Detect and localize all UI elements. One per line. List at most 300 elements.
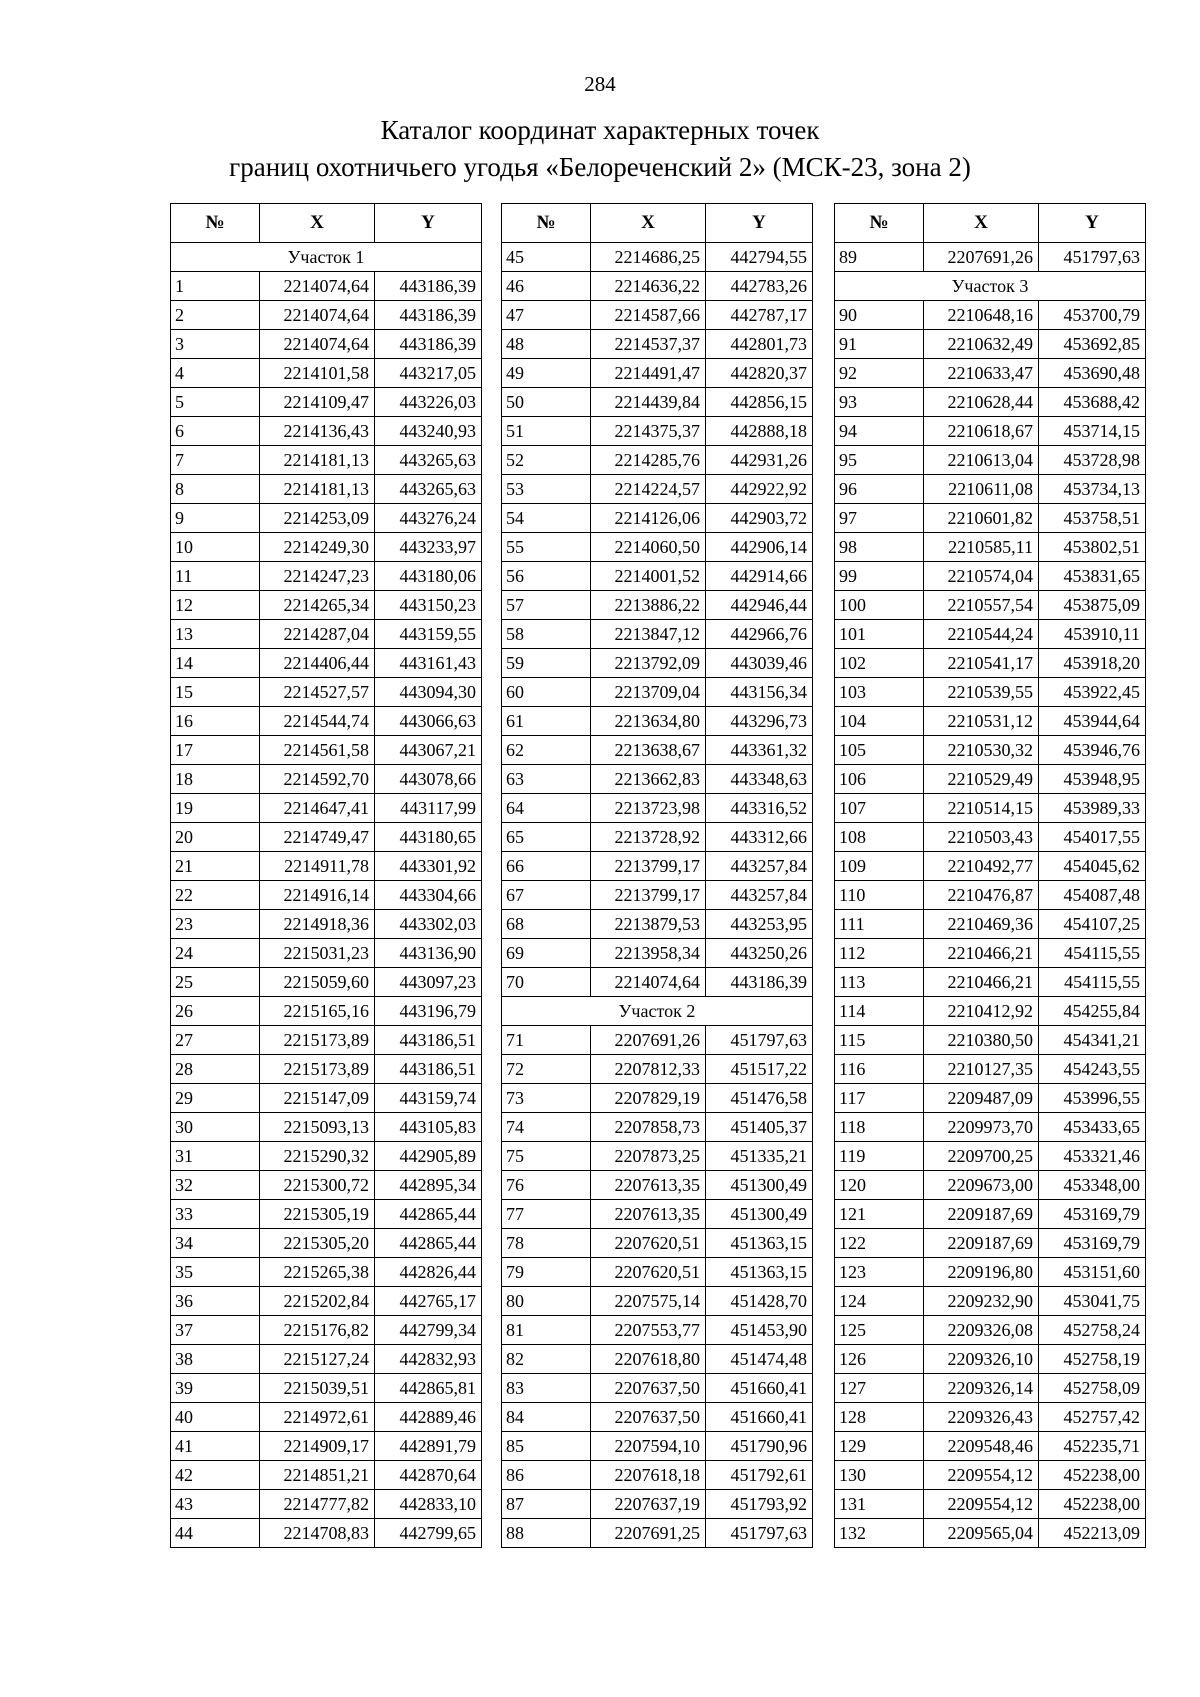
point-number-cell: 2 bbox=[171, 301, 260, 330]
y-coordinate-cell: 453989,33 bbox=[1039, 794, 1146, 823]
point-number-cell: 56 bbox=[502, 562, 591, 591]
y-coordinate-cell: 443150,23 bbox=[375, 591, 482, 620]
table-row bbox=[835, 1258, 1146, 1287]
point-number-cell: 81 bbox=[502, 1316, 591, 1345]
y-coordinate-cell: 442888,18 bbox=[706, 417, 813, 446]
point-number-cell: 83 bbox=[502, 1374, 591, 1403]
y-coordinate-cell: 453946,76 bbox=[1039, 736, 1146, 765]
point-number-cell: 11 bbox=[171, 562, 260, 591]
table-row bbox=[502, 1490, 813, 1519]
x-coordinate-cell: 2215059,60 bbox=[260, 968, 375, 997]
x-coordinate-cell: 2215265,38 bbox=[260, 1258, 375, 1287]
x-coordinate-cell: 2213799,17 bbox=[591, 881, 706, 910]
point-number-cell: 58 bbox=[502, 620, 591, 649]
point-number-cell: 72 bbox=[502, 1055, 591, 1084]
x-coordinate-cell: 2214587,66 bbox=[591, 301, 706, 330]
y-coordinate-cell: 442865,44 bbox=[375, 1229, 482, 1258]
y-coordinate-cell: 453700,79 bbox=[1039, 301, 1146, 330]
y-coordinate-cell: 442905,89 bbox=[375, 1142, 482, 1171]
point-number-cell: 59 bbox=[502, 649, 591, 678]
x-coordinate-cell: 2209187,69 bbox=[924, 1200, 1039, 1229]
x-coordinate-cell: 2214918,36 bbox=[260, 910, 375, 939]
y-coordinate-cell: 443156,34 bbox=[706, 678, 813, 707]
table-row bbox=[835, 1287, 1146, 1316]
x-coordinate-cell: 2210632,49 bbox=[924, 330, 1039, 359]
y-coordinate-cell: 443117,99 bbox=[375, 794, 482, 823]
header-number: № bbox=[502, 204, 591, 243]
point-number-cell: 130 bbox=[835, 1461, 924, 1490]
y-coordinate-cell: 443039,46 bbox=[706, 649, 813, 678]
y-coordinate-cell: 453041,75 bbox=[1039, 1287, 1146, 1316]
y-coordinate-cell: 443265,63 bbox=[375, 475, 482, 504]
y-coordinate-cell: 443233,97 bbox=[375, 533, 482, 562]
point-number-cell: 131 bbox=[835, 1490, 924, 1519]
table-row bbox=[502, 1519, 813, 1548]
x-coordinate-cell: 2214001,52 bbox=[591, 562, 706, 591]
table-row bbox=[502, 1055, 813, 1084]
y-coordinate-cell: 451300,49 bbox=[706, 1171, 813, 1200]
table-row bbox=[835, 1142, 1146, 1171]
point-number-cell: 94 bbox=[835, 417, 924, 446]
table-row bbox=[835, 910, 1146, 939]
y-coordinate-cell: 442922,92 bbox=[706, 475, 813, 504]
y-coordinate-cell: 443186,39 bbox=[375, 272, 482, 301]
point-number-cell: 35 bbox=[171, 1258, 260, 1287]
table-row bbox=[171, 1374, 482, 1403]
point-number-cell: 25 bbox=[171, 968, 260, 997]
y-coordinate-cell: 443240,93 bbox=[375, 417, 482, 446]
table-row bbox=[502, 707, 813, 736]
y-coordinate-cell: 451474,48 bbox=[706, 1345, 813, 1374]
point-number-cell: 96 bbox=[835, 475, 924, 504]
header-y: Y bbox=[375, 204, 482, 243]
y-coordinate-cell: 452758,24 bbox=[1039, 1316, 1146, 1345]
x-coordinate-cell: 2210618,67 bbox=[924, 417, 1039, 446]
y-coordinate-cell: 443348,63 bbox=[706, 765, 813, 794]
table-row bbox=[171, 1026, 482, 1055]
y-coordinate-cell: 451363,15 bbox=[706, 1229, 813, 1258]
point-number-cell: 132 bbox=[835, 1519, 924, 1548]
x-coordinate-cell: 2210628,44 bbox=[924, 388, 1039, 417]
point-number-cell: 129 bbox=[835, 1432, 924, 1461]
y-coordinate-cell: 443105,83 bbox=[375, 1113, 482, 1142]
table-row bbox=[502, 1461, 813, 1490]
point-number-cell: 102 bbox=[835, 649, 924, 678]
table-row bbox=[835, 1200, 1146, 1229]
x-coordinate-cell: 2207620,51 bbox=[591, 1258, 706, 1287]
y-coordinate-cell: 442889,46 bbox=[375, 1403, 482, 1432]
table-row bbox=[502, 1403, 813, 1432]
y-coordinate-cell: 453948,95 bbox=[1039, 765, 1146, 794]
y-coordinate-cell: 443316,52 bbox=[706, 794, 813, 823]
x-coordinate-cell: 2207575,14 bbox=[591, 1287, 706, 1316]
table-row bbox=[171, 997, 482, 1026]
table-row bbox=[835, 1432, 1146, 1461]
point-number-cell: 15 bbox=[171, 678, 260, 707]
x-coordinate-cell: 2215165,16 bbox=[260, 997, 375, 1026]
point-number-cell: 60 bbox=[502, 678, 591, 707]
table-row bbox=[502, 939, 813, 968]
y-coordinate-cell: 451363,15 bbox=[706, 1258, 813, 1287]
table-row bbox=[835, 301, 1146, 330]
table-row bbox=[835, 707, 1146, 736]
y-coordinate-cell: 443097,23 bbox=[375, 968, 482, 997]
x-coordinate-cell: 2214544,74 bbox=[260, 707, 375, 736]
table-row bbox=[502, 678, 813, 707]
x-coordinate-cell: 2213709,04 bbox=[591, 678, 706, 707]
point-number-cell: 1 bbox=[171, 272, 260, 301]
point-number-cell: 127 bbox=[835, 1374, 924, 1403]
x-coordinate-cell: 2210469,36 bbox=[924, 910, 1039, 939]
y-coordinate-cell: 453692,85 bbox=[1039, 330, 1146, 359]
table-row bbox=[502, 620, 813, 649]
table-row bbox=[502, 591, 813, 620]
point-number-cell: 119 bbox=[835, 1142, 924, 1171]
y-coordinate-cell: 443250,26 bbox=[706, 939, 813, 968]
table-row bbox=[502, 823, 813, 852]
header-number: № bbox=[835, 204, 924, 243]
y-coordinate-cell: 451797,63 bbox=[706, 1519, 813, 1548]
y-coordinate-cell: 443276,24 bbox=[375, 504, 482, 533]
y-coordinate-cell: 443361,32 bbox=[706, 736, 813, 765]
point-number-cell: 110 bbox=[835, 881, 924, 910]
x-coordinate-cell: 2210476,87 bbox=[924, 881, 1039, 910]
point-number-cell: 67 bbox=[502, 881, 591, 910]
point-number-cell: 10 bbox=[171, 533, 260, 562]
y-coordinate-cell: 442832,93 bbox=[375, 1345, 482, 1374]
table-row bbox=[835, 562, 1146, 591]
x-coordinate-cell: 2214247,23 bbox=[260, 562, 375, 591]
y-coordinate-cell: 453944,64 bbox=[1039, 707, 1146, 736]
table-row bbox=[835, 1055, 1146, 1084]
point-number-cell: 100 bbox=[835, 591, 924, 620]
x-coordinate-cell: 2209487,09 bbox=[924, 1084, 1039, 1113]
y-coordinate-cell: 453758,51 bbox=[1039, 504, 1146, 533]
x-coordinate-cell: 2209232,90 bbox=[924, 1287, 1039, 1316]
y-coordinate-cell: 443159,55 bbox=[375, 620, 482, 649]
y-coordinate-cell: 453734,13 bbox=[1039, 475, 1146, 504]
y-coordinate-cell: 451335,21 bbox=[706, 1142, 813, 1171]
point-number-cell: 23 bbox=[171, 910, 260, 939]
point-number-cell: 27 bbox=[171, 1026, 260, 1055]
y-coordinate-cell: 443066,63 bbox=[375, 707, 482, 736]
point-number-cell: 37 bbox=[171, 1316, 260, 1345]
point-number-cell: 88 bbox=[502, 1519, 591, 1548]
y-coordinate-cell: 454341,21 bbox=[1039, 1026, 1146, 1055]
table-row bbox=[502, 330, 813, 359]
point-number-cell: 43 bbox=[171, 1490, 260, 1519]
y-coordinate-cell: 443186,39 bbox=[375, 330, 482, 359]
point-number-cell: 128 bbox=[835, 1403, 924, 1432]
point-number-cell: 109 bbox=[835, 852, 924, 881]
table-row bbox=[171, 446, 482, 475]
title-line-2: границ охотничьего угодья «Белореченский 2» (МСК-23, зона 2) bbox=[229, 152, 971, 182]
point-number-cell: 44 bbox=[171, 1519, 260, 1548]
y-coordinate-cell: 453831,65 bbox=[1039, 562, 1146, 591]
point-number-cell: 31 bbox=[171, 1142, 260, 1171]
table-row bbox=[502, 301, 813, 330]
x-coordinate-cell: 2210633,47 bbox=[924, 359, 1039, 388]
table-row bbox=[171, 562, 482, 591]
x-coordinate-cell: 2207637,19 bbox=[591, 1490, 706, 1519]
x-coordinate-cell: 2215147,09 bbox=[260, 1084, 375, 1113]
y-coordinate-cell: 442856,15 bbox=[706, 388, 813, 417]
x-coordinate-cell: 2209554,12 bbox=[924, 1461, 1039, 1490]
x-coordinate-cell: 2210531,12 bbox=[924, 707, 1039, 736]
y-coordinate-cell: 453151,60 bbox=[1039, 1258, 1146, 1287]
table-row bbox=[171, 272, 482, 301]
table-row bbox=[835, 678, 1146, 707]
table-row bbox=[835, 591, 1146, 620]
point-number-cell: 126 bbox=[835, 1345, 924, 1374]
table-row bbox=[502, 1200, 813, 1229]
y-coordinate-cell: 451797,63 bbox=[1039, 243, 1146, 272]
table-header-row bbox=[502, 204, 813, 243]
y-coordinate-cell: 443186,39 bbox=[706, 968, 813, 997]
point-number-cell: 71 bbox=[502, 1026, 591, 1055]
x-coordinate-cell: 2207691,25 bbox=[591, 1519, 706, 1548]
table-row bbox=[502, 852, 813, 881]
y-coordinate-cell: 443180,06 bbox=[375, 562, 482, 591]
point-number-cell: 91 bbox=[835, 330, 924, 359]
table-row bbox=[171, 1084, 482, 1113]
point-number-cell: 70 bbox=[502, 968, 591, 997]
x-coordinate-cell: 2209326,14 bbox=[924, 1374, 1039, 1403]
x-coordinate-cell: 2213723,98 bbox=[591, 794, 706, 823]
y-coordinate-cell: 443226,03 bbox=[375, 388, 482, 417]
x-coordinate-cell: 2207613,35 bbox=[591, 1171, 706, 1200]
x-coordinate-cell: 2214777,82 bbox=[260, 1490, 375, 1519]
y-coordinate-cell: 443257,84 bbox=[706, 852, 813, 881]
x-coordinate-cell: 2214265,34 bbox=[260, 591, 375, 620]
y-coordinate-cell: 442820,37 bbox=[706, 359, 813, 388]
table-row bbox=[502, 1287, 813, 1316]
y-coordinate-cell: 443186,39 bbox=[375, 301, 482, 330]
y-coordinate-cell: 451797,63 bbox=[706, 1026, 813, 1055]
point-number-cell: 9 bbox=[171, 504, 260, 533]
point-number-cell: 33 bbox=[171, 1200, 260, 1229]
x-coordinate-cell: 2214911,78 bbox=[260, 852, 375, 881]
x-coordinate-cell: 2207637,50 bbox=[591, 1374, 706, 1403]
y-coordinate-cell: 443078,66 bbox=[375, 765, 482, 794]
x-coordinate-cell: 2215290,32 bbox=[260, 1142, 375, 1171]
table-row bbox=[171, 1258, 482, 1287]
header-y: Y bbox=[706, 204, 813, 243]
table-row bbox=[835, 1171, 1146, 1200]
point-number-cell: 85 bbox=[502, 1432, 591, 1461]
table-row bbox=[502, 649, 813, 678]
x-coordinate-cell: 2215093,13 bbox=[260, 1113, 375, 1142]
x-coordinate-cell: 2207613,35 bbox=[591, 1200, 706, 1229]
x-coordinate-cell: 2210613,04 bbox=[924, 446, 1039, 475]
point-number-cell: 107 bbox=[835, 794, 924, 823]
y-coordinate-cell: 442799,65 bbox=[375, 1519, 482, 1548]
point-number-cell: 122 bbox=[835, 1229, 924, 1258]
x-coordinate-cell: 2214101,58 bbox=[260, 359, 375, 388]
point-number-cell: 29 bbox=[171, 1084, 260, 1113]
table-row bbox=[502, 359, 813, 388]
point-number-cell: 49 bbox=[502, 359, 591, 388]
point-number-cell: 28 bbox=[171, 1055, 260, 1084]
header-x: X bbox=[260, 204, 375, 243]
point-number-cell: 16 bbox=[171, 707, 260, 736]
x-coordinate-cell: 2213886,22 bbox=[591, 591, 706, 620]
x-coordinate-cell: 2215127,24 bbox=[260, 1345, 375, 1374]
table-row bbox=[171, 301, 482, 330]
point-number-cell: 61 bbox=[502, 707, 591, 736]
y-coordinate-cell: 452758,19 bbox=[1039, 1345, 1146, 1374]
x-coordinate-cell: 2213879,53 bbox=[591, 910, 706, 939]
x-coordinate-cell: 2214074,64 bbox=[260, 272, 375, 301]
point-number-cell: 7 bbox=[171, 446, 260, 475]
point-number-cell: 108 bbox=[835, 823, 924, 852]
x-coordinate-cell: 2214287,04 bbox=[260, 620, 375, 649]
x-coordinate-cell: 2214074,64 bbox=[591, 968, 706, 997]
x-coordinate-cell: 2213662,83 bbox=[591, 765, 706, 794]
x-coordinate-cell: 2214249,30 bbox=[260, 533, 375, 562]
point-number-cell: 123 bbox=[835, 1258, 924, 1287]
point-number-cell: 116 bbox=[835, 1055, 924, 1084]
x-coordinate-cell: 2207553,77 bbox=[591, 1316, 706, 1345]
y-coordinate-cell: 452213,09 bbox=[1039, 1519, 1146, 1548]
section-row bbox=[171, 243, 482, 272]
x-coordinate-cell: 2207637,50 bbox=[591, 1403, 706, 1432]
point-number-cell: 40 bbox=[171, 1403, 260, 1432]
y-coordinate-cell: 443159,74 bbox=[375, 1084, 482, 1113]
point-number-cell: 78 bbox=[502, 1229, 591, 1258]
point-number-cell: 99 bbox=[835, 562, 924, 591]
x-coordinate-cell: 2215305,19 bbox=[260, 1200, 375, 1229]
y-coordinate-cell: 443217,05 bbox=[375, 359, 482, 388]
x-coordinate-cell: 2214491,47 bbox=[591, 359, 706, 388]
point-number-cell: 20 bbox=[171, 823, 260, 852]
x-coordinate-cell: 2209187,69 bbox=[924, 1229, 1039, 1258]
point-number-cell: 86 bbox=[502, 1461, 591, 1490]
y-coordinate-cell: 451660,41 bbox=[706, 1403, 813, 1432]
y-coordinate-cell: 442765,17 bbox=[375, 1287, 482, 1316]
x-coordinate-cell: 2210492,77 bbox=[924, 852, 1039, 881]
table-row bbox=[502, 504, 813, 533]
y-coordinate-cell: 443304,66 bbox=[375, 881, 482, 910]
x-coordinate-cell: 2214647,41 bbox=[260, 794, 375, 823]
y-coordinate-cell: 451792,61 bbox=[706, 1461, 813, 1490]
header-number: № bbox=[171, 204, 260, 243]
table-row bbox=[502, 475, 813, 504]
table-row bbox=[502, 1171, 813, 1200]
y-coordinate-cell: 442833,10 bbox=[375, 1490, 482, 1519]
table-row bbox=[835, 1345, 1146, 1374]
point-number-cell: 52 bbox=[502, 446, 591, 475]
table-row bbox=[171, 1200, 482, 1229]
point-number-cell: 53 bbox=[502, 475, 591, 504]
x-coordinate-cell: 2214439,84 bbox=[591, 388, 706, 417]
table-row bbox=[502, 562, 813, 591]
x-coordinate-cell: 2213958,34 bbox=[591, 939, 706, 968]
point-number-cell: 115 bbox=[835, 1026, 924, 1055]
y-coordinate-cell: 443161,43 bbox=[375, 649, 482, 678]
point-number-cell: 4 bbox=[171, 359, 260, 388]
x-coordinate-cell: 2215173,89 bbox=[260, 1055, 375, 1084]
y-coordinate-cell: 451300,49 bbox=[706, 1200, 813, 1229]
y-coordinate-cell: 453875,09 bbox=[1039, 591, 1146, 620]
table-row bbox=[171, 707, 482, 736]
table-row bbox=[502, 736, 813, 765]
y-coordinate-cell: 451660,41 bbox=[706, 1374, 813, 1403]
table-row bbox=[502, 272, 813, 301]
coordinate-table-1 bbox=[170, 203, 482, 1548]
point-number-cell: 65 bbox=[502, 823, 591, 852]
x-coordinate-cell: 2214537,37 bbox=[591, 330, 706, 359]
x-coordinate-cell: 2210412,92 bbox=[924, 997, 1039, 1026]
y-coordinate-cell: 451453,90 bbox=[706, 1316, 813, 1345]
table-row bbox=[835, 736, 1146, 765]
x-coordinate-cell: 2214636,22 bbox=[591, 272, 706, 301]
table-row bbox=[835, 1084, 1146, 1113]
x-coordinate-cell: 2207620,51 bbox=[591, 1229, 706, 1258]
point-number-cell: 3 bbox=[171, 330, 260, 359]
y-coordinate-cell: 451517,22 bbox=[706, 1055, 813, 1084]
table-row bbox=[502, 533, 813, 562]
x-coordinate-cell: 2209554,12 bbox=[924, 1490, 1039, 1519]
point-number-cell: 74 bbox=[502, 1113, 591, 1142]
y-coordinate-cell: 453433,65 bbox=[1039, 1113, 1146, 1142]
y-coordinate-cell: 453918,20 bbox=[1039, 649, 1146, 678]
point-number-cell: 124 bbox=[835, 1287, 924, 1316]
table-row bbox=[502, 243, 813, 272]
y-coordinate-cell: 443265,63 bbox=[375, 446, 482, 475]
table-row bbox=[835, 330, 1146, 359]
x-coordinate-cell: 2214224,57 bbox=[591, 475, 706, 504]
y-coordinate-cell: 453321,46 bbox=[1039, 1142, 1146, 1171]
point-number-cell: 50 bbox=[502, 388, 591, 417]
point-number-cell: 118 bbox=[835, 1113, 924, 1142]
x-coordinate-cell: 2207691,26 bbox=[924, 243, 1039, 272]
y-coordinate-cell: 451793,92 bbox=[706, 1490, 813, 1519]
y-coordinate-cell: 454087,48 bbox=[1039, 881, 1146, 910]
x-coordinate-cell: 2209326,08 bbox=[924, 1316, 1039, 1345]
title-line-1: Каталог координат характерных точек bbox=[380, 115, 820, 145]
x-coordinate-cell: 2209326,10 bbox=[924, 1345, 1039, 1374]
point-number-cell: 21 bbox=[171, 852, 260, 881]
table-row bbox=[171, 678, 482, 707]
x-coordinate-cell: 2215202,84 bbox=[260, 1287, 375, 1316]
table-row bbox=[171, 1229, 482, 1258]
table-row bbox=[502, 1142, 813, 1171]
table-row bbox=[835, 388, 1146, 417]
table-row bbox=[835, 1316, 1146, 1345]
y-coordinate-cell: 451476,58 bbox=[706, 1084, 813, 1113]
header-x: X bbox=[591, 204, 706, 243]
point-number-cell: 111 bbox=[835, 910, 924, 939]
x-coordinate-cell: 2214181,13 bbox=[260, 475, 375, 504]
x-coordinate-cell: 2214916,14 bbox=[260, 881, 375, 910]
table-row bbox=[171, 359, 482, 388]
point-number-cell: 26 bbox=[171, 997, 260, 1026]
table-row bbox=[171, 852, 482, 881]
table-row bbox=[171, 1461, 482, 1490]
y-coordinate-cell: 443136,90 bbox=[375, 939, 482, 968]
point-number-cell: 101 bbox=[835, 620, 924, 649]
x-coordinate-cell: 2214181,13 bbox=[260, 446, 375, 475]
y-coordinate-cell: 453690,48 bbox=[1039, 359, 1146, 388]
x-coordinate-cell: 2214074,64 bbox=[260, 301, 375, 330]
x-coordinate-cell: 2209326,43 bbox=[924, 1403, 1039, 1432]
table-row bbox=[171, 1287, 482, 1316]
table-row bbox=[171, 330, 482, 359]
point-number-cell: 62 bbox=[502, 736, 591, 765]
point-number-cell: 90 bbox=[835, 301, 924, 330]
x-coordinate-cell: 2209548,46 bbox=[924, 1432, 1039, 1461]
